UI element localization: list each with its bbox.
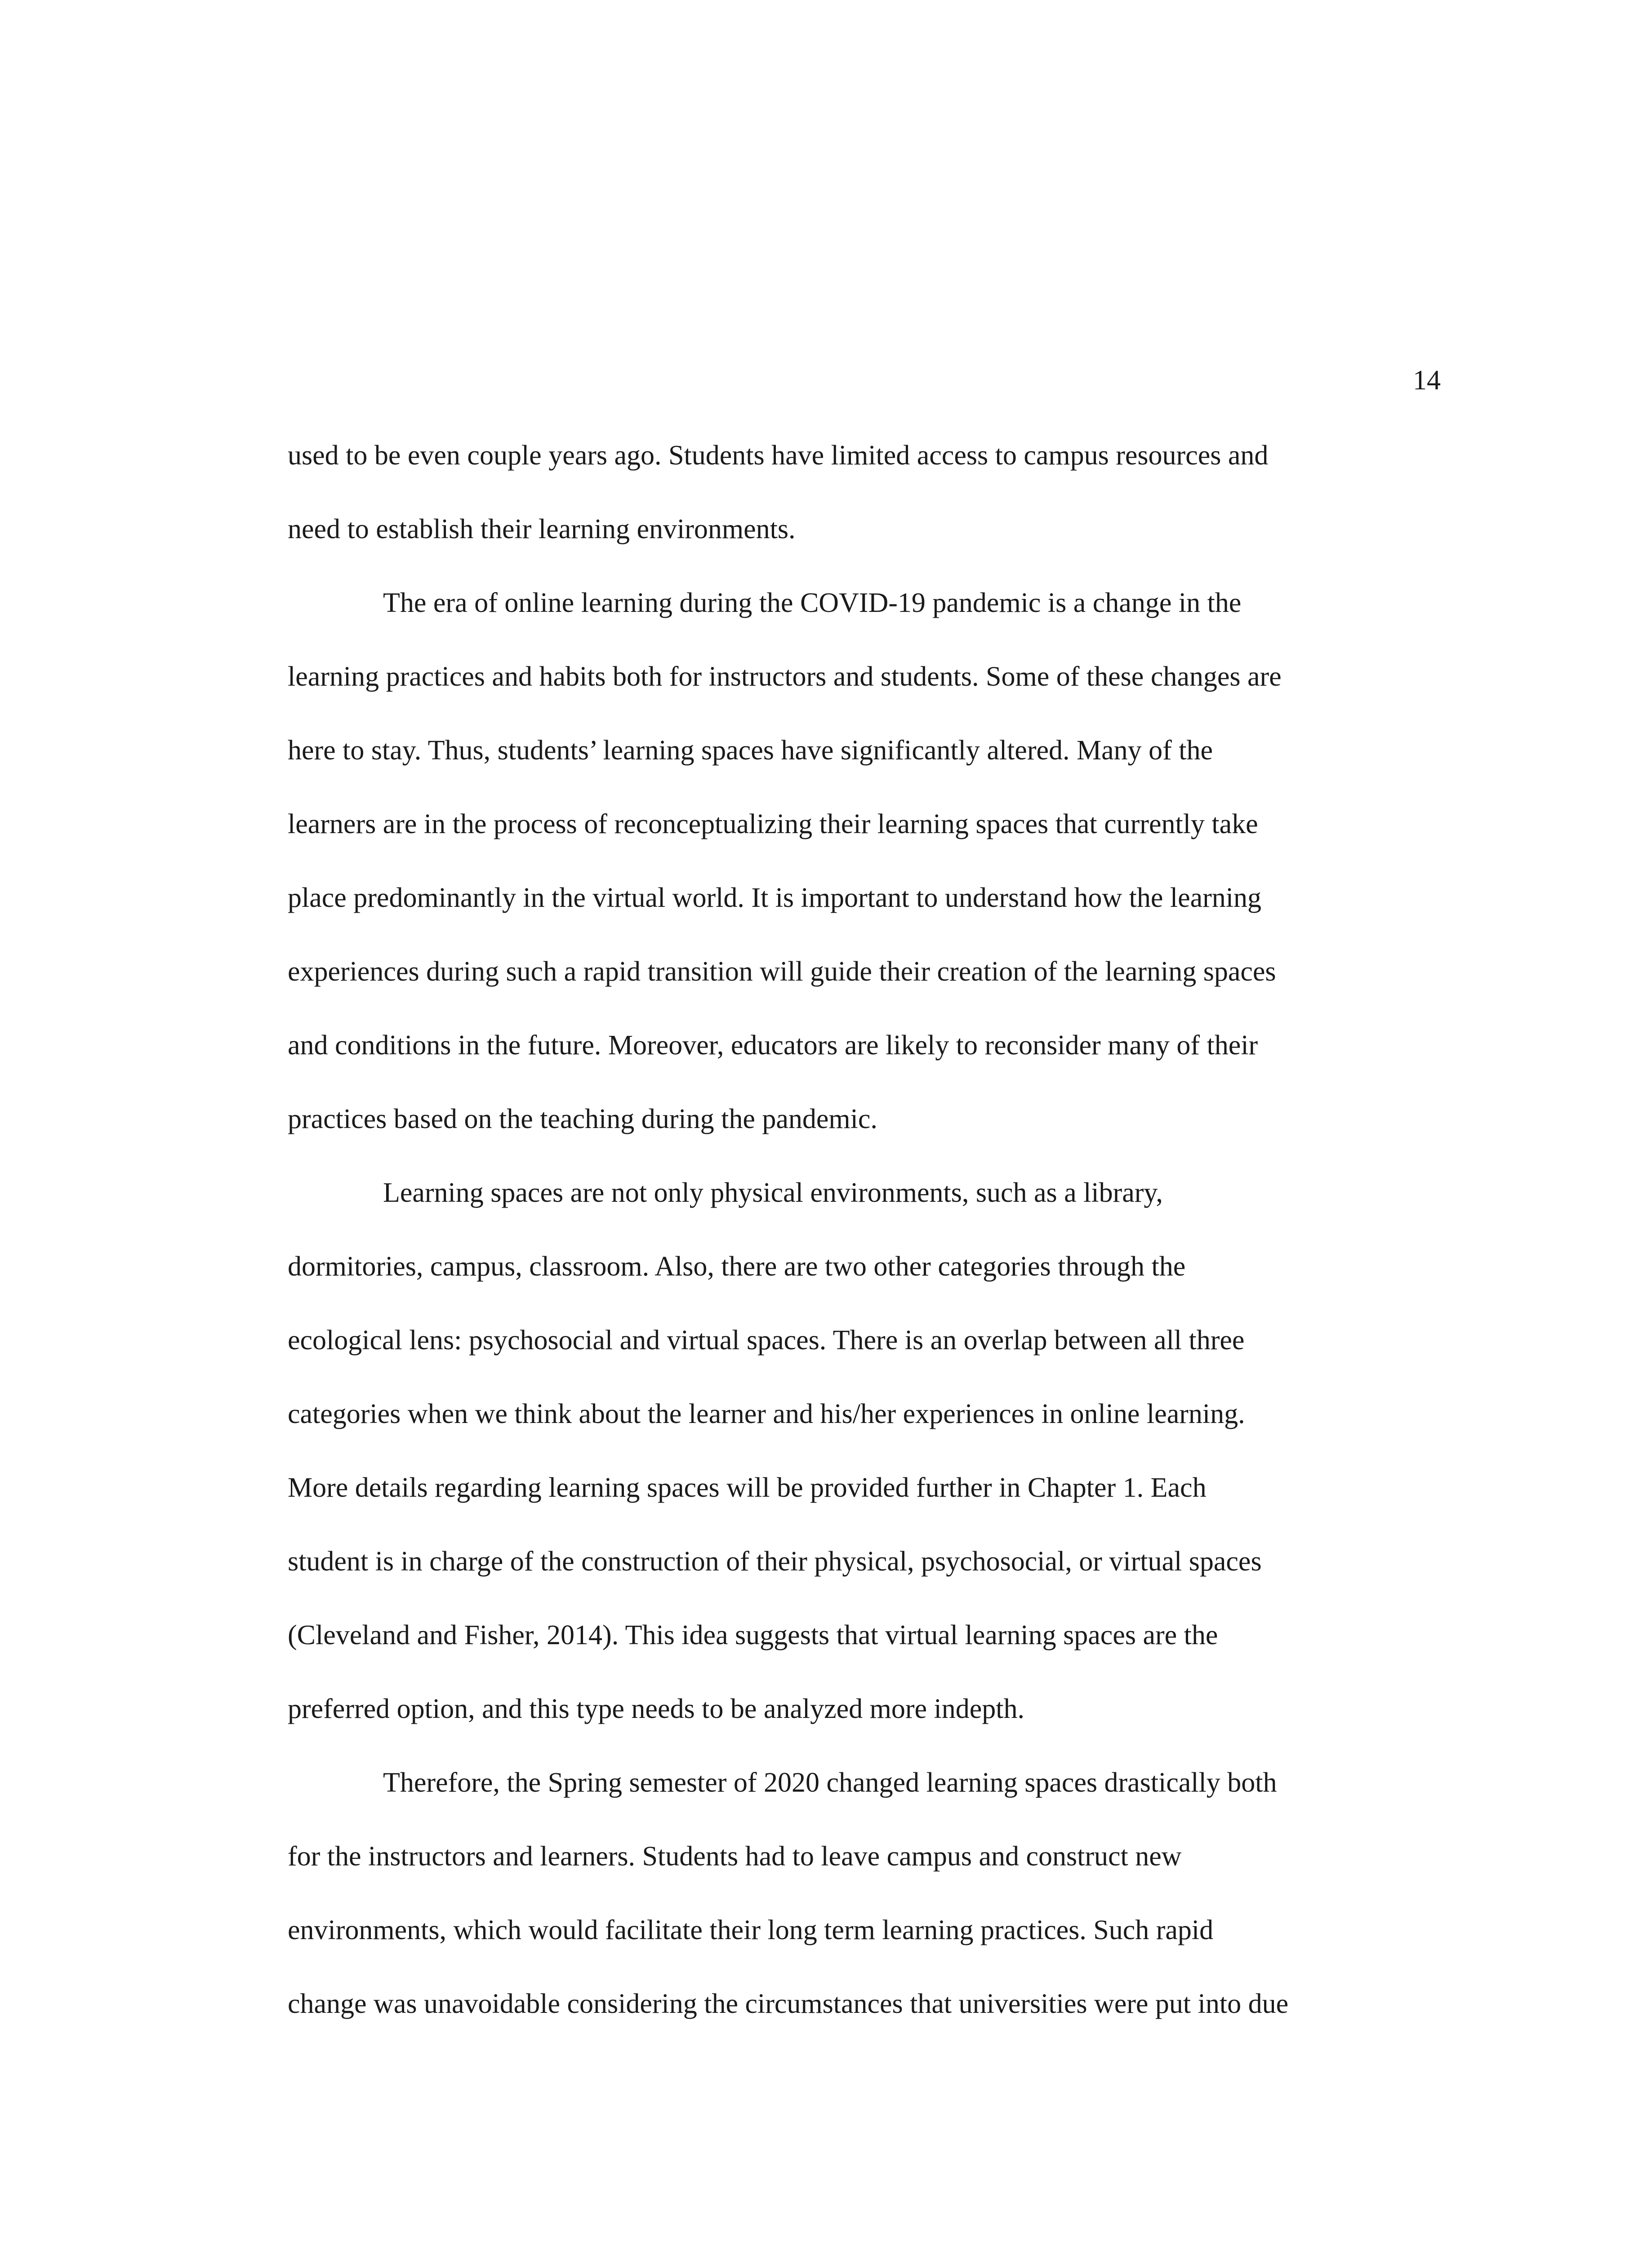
body-text <box>288 442 1438 2064</box>
text-line-content: dormitories, campus, classroom. Also, there are two other categories through the <box>288 1251 1186 1282</box>
text-line-content: practices based on the teaching during the pandemic. <box>288 1104 877 1134</box>
text-line <box>288 884 1438 958</box>
text-line <box>288 1990 1438 2064</box>
text-line-content: (Cleveland and Fisher, 2014). This idea suggests that virtual learning spaces are the <box>288 1620 1218 1650</box>
text-line-content: need to establish their learning environments. <box>288 514 796 544</box>
text-line <box>288 1105 1438 1179</box>
text-line-content: change was unavoidable considering the circumstances that universities were put into due <box>288 1989 1289 2019</box>
text-line-content: learners are in the process of reconceptualizing their learning spaces that currently take <box>288 809 1258 839</box>
text-line <box>288 1695 1438 1769</box>
text-line <box>288 736 1438 810</box>
text-line-content: student is in charge of the construction of their physical, psychosocial, or virtual spaces <box>288 1546 1262 1577</box>
text-line-content: environments, which would facilitate their long term learning practices. Such rapid <box>288 1915 1214 1945</box>
text-line <box>288 442 1438 515</box>
text-line <box>288 1916 1438 1990</box>
text-line <box>288 515 1438 589</box>
text-line-content: place predominantly in the virtual world. It is important to understand how the learning <box>288 883 1262 913</box>
text-line <box>288 1474 1438 1548</box>
text-line <box>288 1621 1438 1695</box>
text-line <box>288 1031 1438 1105</box>
text-line <box>288 663 1438 736</box>
text-line-content: learning practices and habits both for instructors and students. Some of these changes are <box>288 661 1282 692</box>
text-line-content: categories when we think about the learner and his/her experiences in online learning. <box>288 1399 1245 1429</box>
text-line-content: Therefore, the Spring semester of 2020 changed learning spaces drastically both <box>383 1767 1277 1798</box>
text-line <box>288 1253 1438 1326</box>
text-line <box>288 958 1438 1031</box>
text-line-content: The era of online learning during the COVID-19 pandemic is a change in the <box>383 588 1242 618</box>
text-line <box>288 1548 1438 1621</box>
text-line-content: and conditions in the future. Moreover, educators are likely to reconsider many of their <box>288 1030 1258 1061</box>
text-line <box>288 1326 1438 1400</box>
text-line-content: ecological lens: psychosocial and virtual spaces. There is an overlap between all three <box>288 1325 1245 1356</box>
text-line <box>288 810 1438 884</box>
text-line-content: Learning spaces are not only physical environments, such as a library, <box>383 1178 1163 1208</box>
page-number: 14 <box>1413 365 1441 396</box>
text-line <box>288 589 1438 663</box>
text-line-content: experiences during such a rapid transition will guide their creation of the learning spaces <box>288 956 1276 987</box>
text-line <box>288 1842 1438 1916</box>
text-line-content: for the instructors and learners. Students had to leave campus and construct new <box>288 1841 1182 1872</box>
text-line-content: More details regarding learning spaces will be provided further in Chapter 1. Each <box>288 1472 1207 1503</box>
text-line-content: used to be even couple years ago. Students have limited access to campus resources and <box>288 440 1269 471</box>
text-line-content: here to stay. Thus, students’ learning spaces have significantly altered. Many of the <box>288 735 1213 766</box>
text-line <box>288 1179 1438 1253</box>
text-line <box>288 1400 1438 1474</box>
text-line-content: preferred option, and this type needs to be analyzed more indepth. <box>288 1694 1025 1724</box>
text-line <box>288 1769 1438 1842</box>
